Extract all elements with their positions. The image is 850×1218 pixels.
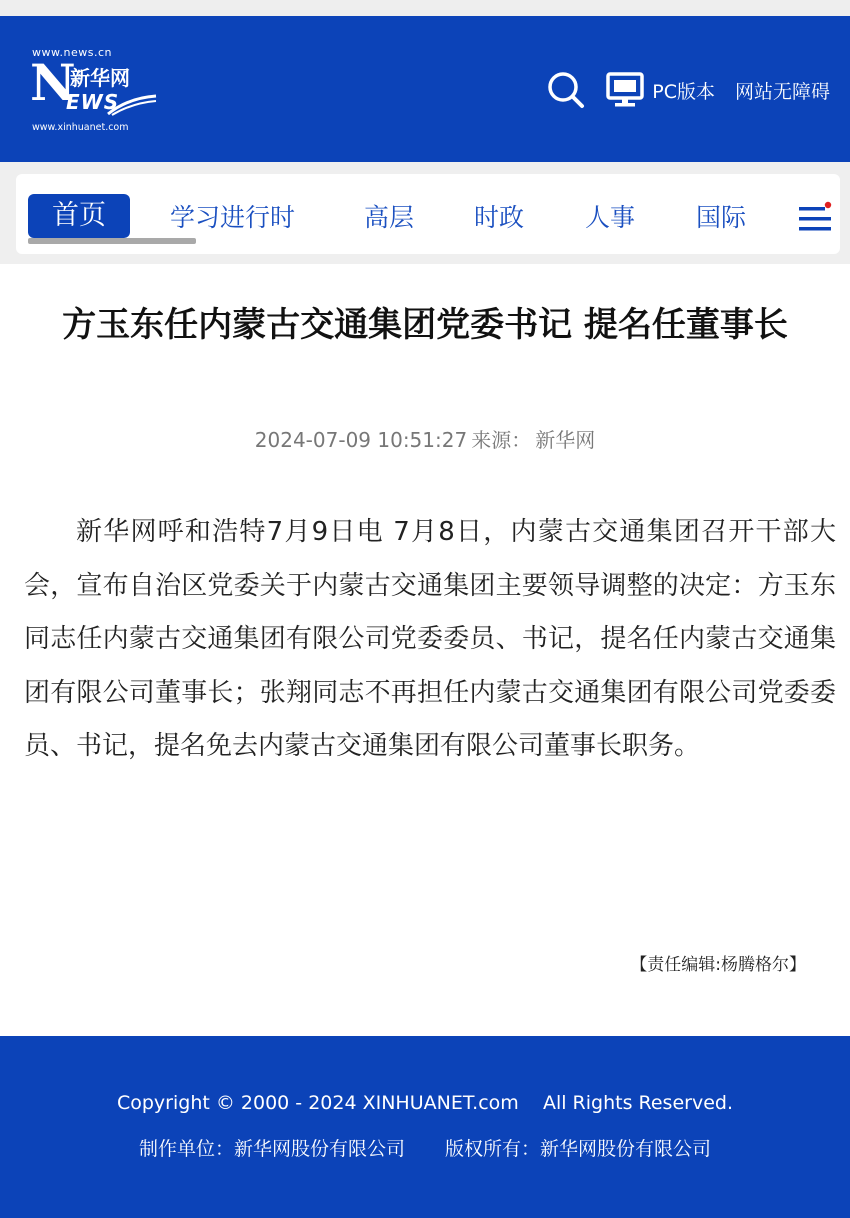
nav-band	[0, 162, 850, 264]
logo-letter-n: N	[30, 53, 76, 112]
accessibility-link[interactable]: 网站无障碍	[734, 80, 830, 103]
pc-version-button[interactable]	[606, 72, 715, 108]
footer-credits	[0, 1134, 850, 1161]
xinhua-logo[interactable]	[28, 42, 168, 138]
nav-active-indicator	[28, 238, 196, 244]
article-source-label: 来源：	[471, 428, 532, 452]
nav-tab-politics[interactable]: 时政	[474, 203, 525, 232]
copyright-text: Copyright © 2000 - 2024 XINHUANET.com All Rights Reserved.	[116, 1092, 733, 1114]
article-source: 新华网	[535, 428, 596, 452]
article-title: 方玉东任内蒙古交通集团党委书记 提名任董事长	[62, 305, 788, 345]
logo-url-top: www.news.cn	[32, 46, 112, 59]
producer-text: 制作单位：新华网股份有限公司	[138, 1138, 405, 1160]
article-meta	[0, 424, 850, 453]
pc-version-label: PC版本	[652, 80, 715, 103]
article-datetime: 2024-07-09 10:51:27	[254, 428, 468, 452]
monitor-icon	[606, 72, 644, 108]
header-actions	[546, 68, 830, 112]
rights-text: 版权所有：新华网股份有限公司	[445, 1138, 712, 1160]
nav-tab-leadership[interactable]: 高层	[364, 203, 415, 232]
nav-tab-study[interactable]: 学习进行时	[170, 203, 296, 232]
article-body: 新华网呼和浩特7月9日电 7月8日，内蒙古交通集团召开干部大会，宣布自治区党委关于内蒙古交通集团主要领导调整的决定：方玉东同志任内蒙古交通集团有限公司党委委员、书记，提名任内蒙古交通集团有限公司董事长；张翔同志不再担任内蒙古交通集团有限公司党委委员、书记，提名免去内蒙古交通集团有限公司董事长职务。	[24, 517, 836, 762]
nav-tab-international[interactable]: 国际	[696, 203, 747, 232]
nav-tab-personnel[interactable]: 人事	[585, 203, 636, 232]
search-icon[interactable]	[546, 70, 586, 110]
menu-icon[interactable]	[798, 200, 832, 234]
main-nav	[16, 174, 840, 254]
site-footer	[0, 1036, 850, 1218]
logo-news-tail: EWS	[66, 90, 120, 114]
logo-swoosh-icon	[106, 94, 158, 116]
site-header	[0, 16, 850, 162]
nav-tab-home[interactable]: 首页	[28, 194, 130, 238]
responsible-editor: 【责任编辑:杨腾格尔】	[630, 955, 806, 975]
logo-url-bottom: www.xinhuanet.com	[32, 122, 129, 133]
logo-name-cn: 新华网	[70, 66, 130, 90]
top-strip	[0, 0, 850, 16]
